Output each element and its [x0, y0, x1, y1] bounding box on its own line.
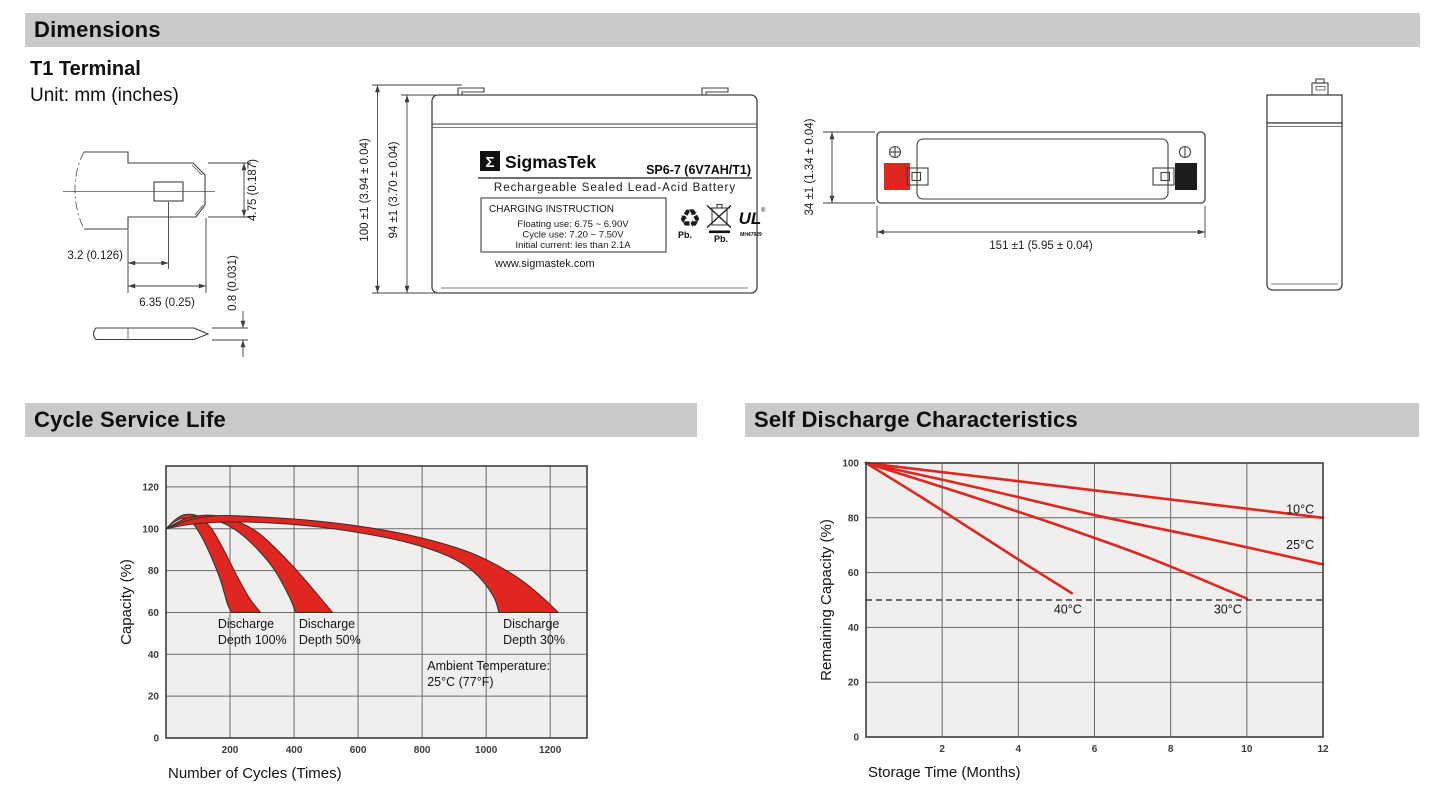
- terminal-tab-right: [702, 88, 728, 95]
- svg-text:600: 600: [349, 745, 367, 756]
- svg-text:40: 40: [847, 622, 859, 634]
- self-discharge-header: [745, 403, 1419, 437]
- svg-text:80: 80: [847, 513, 859, 525]
- terminal-outline: [84, 152, 205, 229]
- svg-text:10: 10: [1241, 744, 1253, 755]
- svg-text:25°C (77°F): 25°C (77°F): [427, 675, 494, 689]
- break-line: [75, 152, 84, 229]
- terminal-side-profile: [94, 328, 209, 340]
- battery-top-view: [795, 105, 1225, 260]
- battery-subtitle: Rechargeable Sealed Lead-Acid Battery: [493, 182, 737, 194]
- svg-text:Discharge: Discharge: [298, 617, 356, 632]
- svg-text:800: 800: [413, 745, 431, 756]
- svg-text:30°C: 30°C: [1213, 602, 1242, 617]
- svg-text:Depth 50%: Depth 50%: [298, 633, 361, 648]
- cycle-service-life-header: [25, 403, 697, 437]
- svg-text:Depth 100%: Depth 100%: [217, 633, 287, 648]
- svg-text:1000: 1000: [475, 745, 498, 756]
- svg-text:40°C: 40°C: [1053, 602, 1082, 617]
- charging-line-2: Cycle use: 7.20 ~ 7.50V: [522, 229, 624, 241]
- terminal-tab-left: [458, 88, 484, 95]
- svg-text:10°C: 10°C: [1286, 502, 1315, 517]
- self-discharge-title: Self Discharge Characteristics: [754, 407, 1078, 432]
- terminal-thickness-dim: 0.8 (0.031): [227, 255, 239, 311]
- svg-text:Storage Time (Months): Storage Time (Months): [868, 764, 1021, 781]
- ul-registered-mark: ®: [761, 208, 766, 214]
- svg-text:100: 100: [142, 524, 159, 536]
- svg-text:20: 20: [147, 691, 159, 703]
- svg-text:Number of Cycles (Times): Number of Cycles (Times): [168, 765, 342, 782]
- svg-text:60: 60: [147, 607, 159, 619]
- top-width-dim: 151 ±1 (5.95 ± 0.04): [989, 240, 1093, 252]
- side-body: [1267, 123, 1342, 290]
- terminal-type-title: T1 Terminal: [30, 58, 141, 80]
- svg-text:Discharge: Discharge: [217, 617, 275, 632]
- dimensions-section-header: [25, 13, 1420, 47]
- svg-text:120: 120: [142, 482, 159, 494]
- charging-line-1: Floating use: 6.75 ~ 6.90V: [517, 219, 629, 230]
- recycle-icon: ♻: [678, 205, 702, 233]
- ul-mark-icon: UL: [738, 209, 762, 228]
- terminal-height-dim: 4.75 (0.187): [247, 158, 259, 222]
- svg-text:Capacity (%): Capacity (%): [118, 559, 135, 645]
- pb-bin-label: Pb.: [713, 234, 729, 244]
- svg-text:25°C: 25°C: [1286, 538, 1315, 553]
- front-inner-height-dim: 94 ±1 (3.70 ± 0.04): [388, 141, 400, 239]
- svg-text:2: 2: [939, 744, 945, 755]
- terminal-detail-drawing: [55, 125, 325, 380]
- model-number: SP6-7 (6V7AH/T1): [646, 163, 751, 177]
- svg-text:60: 60: [847, 568, 859, 580]
- svg-text:200: 200: [221, 745, 239, 756]
- svg-text:80: 80: [147, 566, 159, 578]
- svg-text:1200: 1200: [539, 745, 562, 756]
- svg-text:40: 40: [147, 649, 159, 661]
- cycle-service-life-title: Cycle Service Life: [34, 407, 226, 432]
- svg-text:20: 20: [847, 677, 859, 689]
- svg-text:Depth 30%: Depth 30%: [503, 633, 565, 648]
- charging-title: CHARGING INSTRUCTION: [489, 204, 614, 215]
- ul-file-number: MH47929: [740, 232, 762, 238]
- positive-terminal-symbol-icon: [890, 147, 901, 158]
- website-url: www.sigmastek.com: [495, 258, 595, 270]
- side-lid: [1267, 95, 1342, 123]
- side-terminal-tab: [1312, 79, 1328, 95]
- svg-text:4: 4: [1015, 744, 1022, 755]
- svg-text:6: 6: [1091, 744, 1098, 755]
- self-discharge-chart: [800, 450, 1380, 800]
- battery-side-view: [1255, 70, 1365, 315]
- terminal-offset-dim: 3.2 (0.126): [67, 250, 123, 262]
- svg-text:0: 0: [153, 733, 159, 745]
- svg-text:400: 400: [285, 745, 303, 756]
- svg-text:Remaining Capacity (%): Remaining Capacity (%): [818, 519, 835, 681]
- svg-text:Discharge: Discharge: [503, 617, 560, 632]
- pb-recycle-label: Pb.: [677, 230, 693, 240]
- svg-text:0: 0: [853, 732, 859, 744]
- charging-line-3: Initial current: les than 2.1A: [515, 240, 631, 251]
- svg-text:8: 8: [1167, 744, 1174, 755]
- dimensions-title: Dimensions: [34, 17, 161, 42]
- positive-terminal-red: [884, 163, 910, 190]
- unit-note: Unit: mm (inches): [30, 85, 179, 106]
- brand-name: SigmasTek: [505, 152, 597, 172]
- top-depth-dim: 34 ±1 (1.34 ± 0.04): [804, 118, 816, 216]
- svg-text:100: 100: [842, 458, 859, 470]
- svg-text:12: 12: [1317, 744, 1329, 755]
- front-outer-height-dim: 100 ±1 (3.94 ± 0.04): [359, 138, 371, 242]
- battery-front-view: [355, 75, 775, 310]
- cycle-service-life-chart: [100, 450, 660, 800]
- terminal-width-dim: 6.35 (0.25): [139, 297, 195, 309]
- negative-terminal-black: [1175, 163, 1197, 190]
- sigma-glyph: Σ: [485, 154, 495, 171]
- svg-text:Ambient Temperature:: Ambient Temperature:: [427, 659, 550, 673]
